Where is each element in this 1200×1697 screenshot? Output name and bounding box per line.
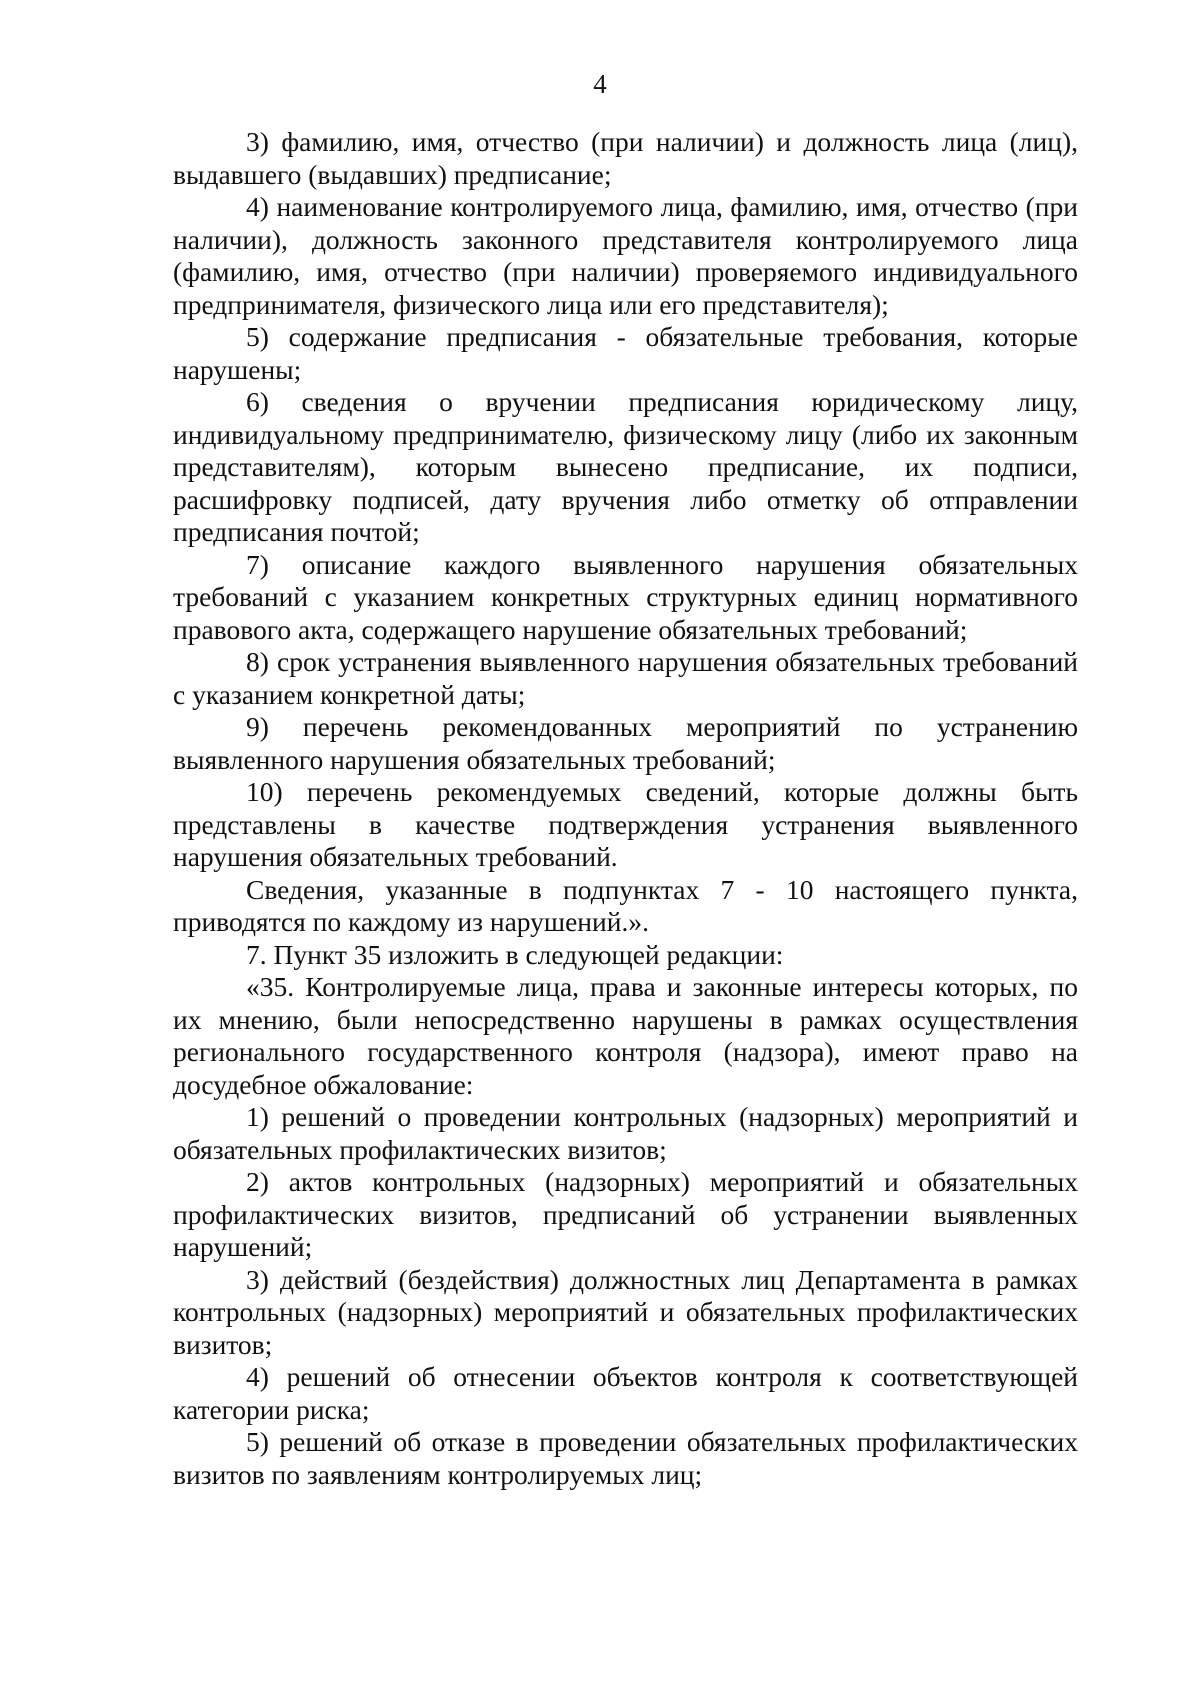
paragraph-note: Сведения, указанные в подпунктах 7 - 10 настоящего пункта, приводятся по каждому из нарушений.». [173, 873, 1078, 937]
paragraph-item-7: 7) описание каждого выявленного нарушения обязательных требований с указанием конкретных структурных единиц нормативного правового акта, содержащего нарушение обязательных требований; [173, 548, 1078, 645]
paragraph-item-9: 9) перечень рекомендованных мероприятий по устранению выявленного нарушения обязательных требований; [173, 711, 1078, 775]
paragraph-appeal-3: 3) действий (бездействия) должностных лиц Департамента в рамках контрольных (надзорных) мероприятий и обязательных профилактических визитов; [173, 1263, 1078, 1360]
paragraph-clause-7: 7. Пункт 35 изложить в следующей редакции: [246, 938, 784, 970]
paragraph-item-8: 8) срок устранения выявленного нарушения обязательных требований с указанием конкретной даты; [173, 646, 1078, 710]
document-body [173, 126, 1078, 1491]
paragraph-item-4: 4) наименование контролируемого лица, фамилию, имя, отчество (при наличии), должность законного представителя контролируемого лица (фамилию, имя, отчество (при наличии) проверяемого индивидуального предпринимателя, физического лица или его представителя); [173, 191, 1078, 320]
paragraph-appeal-1: 1) решений о проведении контрольных (надзорных) мероприятий и обязательных профилактических визитов; [173, 1101, 1078, 1165]
paragraph-item-6: 6) сведения о вручении предписания юридическому лицу, индивидуальному предпринимателю, физическому лицу (либо их законным представителям), которым вынесено предписание, их подписи, расшифровку подписей, дату вручения либо отметку об отправлении предписания почтой; [173, 386, 1078, 547]
page-number: 4 [593, 69, 607, 99]
paragraph-clause-35: «35. Контролируемые лица, права и законные интересы которых, по их мнению, были непосредственно нарушены в рамках осуществления регионального государственного контроля (надзора), имеют право на досудебное обжалование: [173, 971, 1078, 1100]
paragraph-appeal-2: 2) актов контрольных (надзорных) мероприятий и обязательных профилактических визитов, предписаний об устранении выявленных нарушений; [173, 1166, 1078, 1262]
paragraph-item-5: 5) содержание предписания - обязательные требования, которые нарушены; [173, 321, 1078, 385]
paragraph-appeal-4: 4) решений об отнесении объектов контроля к соответствующей категории риска; [173, 1361, 1078, 1425]
paragraph-item-10: 10) перечень рекомендуемых сведений, которые должны быть представлены в качестве подтверждения устранения выявленного нарушения обязательных требований. [173, 776, 1078, 872]
paragraph-item-3: 3) фамилию, имя, отчество (при наличии) и должность лица (лиц), выдавшего (выдавших) предписание; [173, 126, 1078, 190]
paragraph-appeal-5: 5) решений об отказе в проведении обязательных профилактических визитов по заявлениям контролируемых лиц; [173, 1426, 1078, 1490]
